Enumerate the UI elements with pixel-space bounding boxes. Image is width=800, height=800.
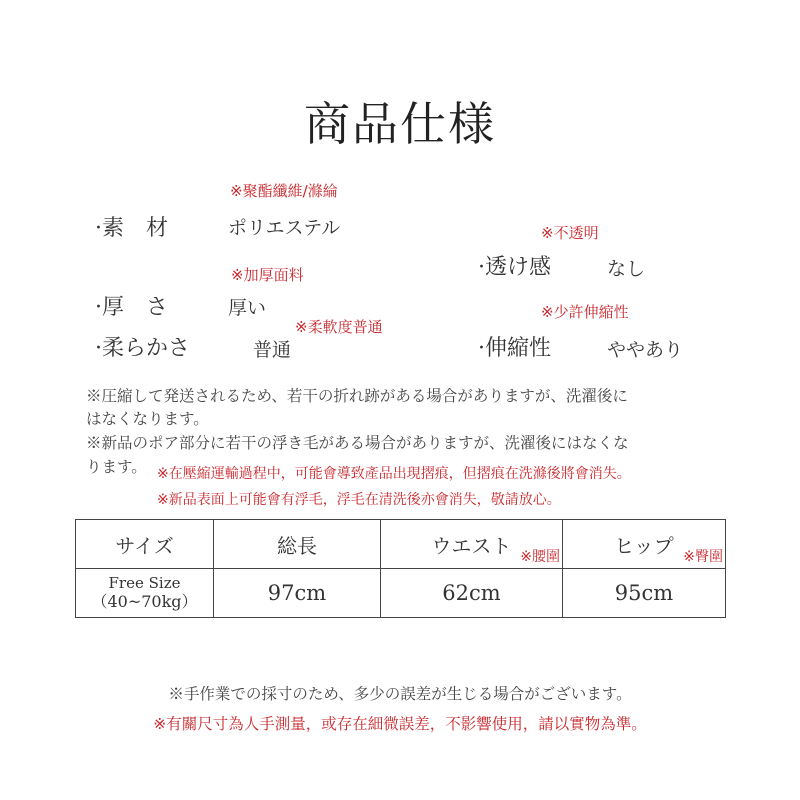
header-hip-label: ヒップ bbox=[614, 533, 674, 558]
page-title: 商品仕様 bbox=[304, 97, 496, 151]
thickness-label: ·厚 さ bbox=[95, 295, 168, 320]
transparency-value: なし bbox=[607, 258, 646, 280]
size-range: （40~70kg） bbox=[91, 592, 198, 611]
cell-hip: 95cm bbox=[563, 569, 726, 618]
table-header-row bbox=[76, 520, 726, 569]
footer-jp-note: ※手作業での採寸のため、多少の誤差が生じる場合がございます。 bbox=[168, 685, 632, 703]
header-length: 総長 bbox=[214, 520, 381, 569]
cell-size bbox=[76, 569, 214, 618]
header-waist-label: ウエスト bbox=[431, 533, 512, 558]
stretch-label: ·伸縮性 bbox=[478, 336, 551, 361]
header-size: サイズ bbox=[76, 520, 214, 569]
jp-note-line-4: ります。 bbox=[86, 458, 147, 476]
stretch-value: ややあり bbox=[607, 339, 684, 361]
table-row bbox=[76, 569, 726, 618]
jp-note-line-2: はなくなります。 bbox=[86, 410, 209, 428]
material-note: ※聚酯纖維/滌綸 bbox=[230, 182, 338, 200]
softness-label: ·柔らかさ bbox=[95, 336, 190, 361]
transparency-note: ※不透明 bbox=[541, 224, 599, 242]
transparency-label: ·透け感 bbox=[478, 255, 551, 280]
hip-note: ※臀圍 bbox=[683, 549, 723, 565]
cell-length: 97cm bbox=[214, 569, 381, 618]
header-waist bbox=[381, 520, 563, 569]
size-name: Free Size bbox=[108, 574, 181, 592]
size-table bbox=[75, 519, 726, 618]
cn-note-line-1: ※在壓縮運輸過程中，可能會導致產品出現摺痕，但摺痕在洗滌後將會消失。 bbox=[157, 466, 631, 482]
thickness-value: 厚い bbox=[228, 297, 267, 319]
softness-value: 普通 bbox=[253, 339, 292, 361]
jp-note-line-1: ※圧縮して発送されるため、若干の折れ跡がある場合がありますが、洗濯後に bbox=[86, 387, 628, 405]
softness-note: ※柔軟度普通 bbox=[295, 318, 383, 336]
waist-note: ※腰圍 bbox=[520, 549, 560, 565]
cell-waist: 62cm bbox=[381, 569, 563, 618]
header-hip bbox=[563, 520, 726, 569]
cn-note-line-2: ※新品表面上可能會有浮毛，浮毛在清洗後亦會消失，敬請放心。 bbox=[157, 492, 561, 508]
stretch-note: ※少許伸縮性 bbox=[541, 303, 629, 321]
footer-cn-note: ※有關尺寸為人手測量，或存在細微誤差，不影響使用，請以實物為準。 bbox=[153, 715, 647, 733]
thickness-note: ※加厚面料 bbox=[231, 266, 304, 284]
jp-note-line-3: ※新品のポア部分に若干の浮き毛がある場合がありますが、洗濯後にはなくな bbox=[86, 434, 629, 452]
material-label: ·素 材 bbox=[95, 216, 168, 241]
material-value: ポリエステル bbox=[228, 217, 341, 239]
